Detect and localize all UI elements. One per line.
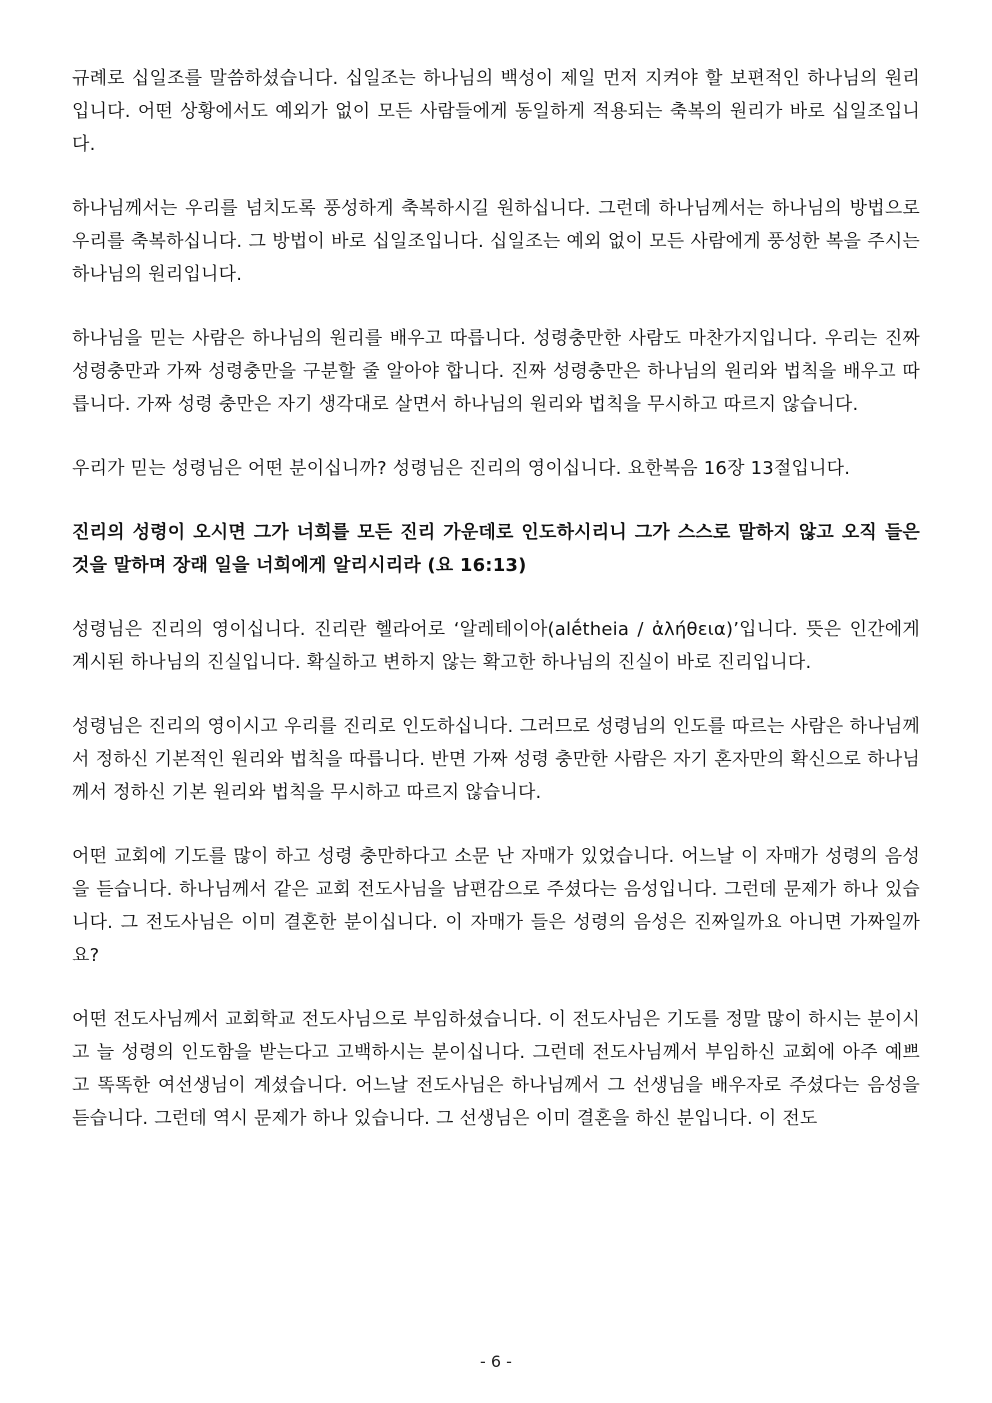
paragraph-3: 하나님을 믿는 사람은 하나님의 원리를 배우고 따릅니다. 성령충만한 사람도 마찬가지입니다. 우리는 진짜 성령충만과 가짜 성령충만을 구분할 줄 알아야 합니다. 진짜 성령충만은 하나님의 원리와 법칙을 배우고 따릅니다. 가짜 성령 충만은 자기 생각대로 살면서 하나님의 원리와 법칙을 무시하고 따르지 않습니다. — [72, 328, 920, 415]
page-number: - 6 - — [480, 1352, 512, 1371]
document-body — [72, 62, 920, 1166]
paragraph-1: 규례로 십일조를 말씀하셨습니다. 십일조는 하나님의 백성이 제일 먼저 지켜야 할 보편적인 하나님의 원리입니다. 어떤 상황에서도 예외가 없이 모든 사람들에게 동일하게 적용되는 축복의 원리가 바로 십일조입니다. — [72, 68, 920, 155]
paragraph-4: 우리가 믿는 성령님은 어떤 분이십니까? 성령님은 진리의 영이십니다. 요한복음 16장 13절입니다. — [72, 458, 851, 479]
paragraph-9: 어떤 전도사님께서 교회학교 전도사님으로 부임하셨습니다. 이 전도사님은 기도를 정말 많이 하시는 분이시고 늘 성령의 인도함을 받는다고 고백하시는 분이십니다. 그런데 전도사님께서 부임하신 교회에 아주 예쁘고 똑똑한 여선생님이 계셨습니다. 어느날 전도사님은 하나님께서 그 선생님을 배우자로 주셨다는 음성을 듣습니다. 그런데 역시 문제가 하나 있습니다. 그 선생님은 이미 결혼을 하신 분입니다. 이 전도 — [72, 1009, 920, 1129]
paragraph-2: 하나님께서는 우리를 넘치도록 풍성하게 축복하시길 원하십니다. 그런데 하나님께서는 하나님의 방법으로 우리를 축복하십니다. 그 방법이 바로 십일조입니다. 십일조는 예외 없이 모든 사람에게 풍성한 복을 주시는 하나님의 원리입니다. — [72, 198, 920, 285]
paragraph-6: 성령님은 진리의 영이십니다. 진리란 헬라어로 ‘알레테이아(alḗtheia / ἀλήθεια)’입니다. 뜻은 인간에게 계시된 하나님의 진실입니다. 확실하고 변하지 않는 확고한 하나님의 진실이 바로 진리입니다. — [72, 619, 920, 673]
paragraph-7: 성령님은 진리의 영이시고 우리를 진리로 인도하십니다. 그러므로 성령님의 인도를 따르는 사람은 하나님께서 정하신 기본적인 원리와 법칙을 따릅니다. 반면 가짜 성령 충만한 사람은 자기 혼자만의 확신으로 하나님께서 정하신 기본 원리와 법칙을 무시하고 따르지 않습니다. — [72, 716, 920, 803]
paragraph-8: 어떤 교회에 기도를 많이 하고 성령 충만하다고 소문 난 자매가 있었습니다. 어느날 이 자매가 성령의 음성을 듣습니다. 하나님께서 같은 교회 전도사님을 남편감으로 주셨다는 음성입니다. 그런데 문제가 하나 있습니다. 그 전도사님은 이미 결혼한 분이십니다. 이 자매가 들은 성령의 음성은 진짜일까요 아니면 가짜일까요? — [72, 846, 920, 966]
scripture-quote: 진리의 성령이 오시면 그가 너희를 모든 진리 가운데로 인도하시리니 그가 스스로 말하지 않고 오직 들은 것을 말하며 장래 일을 너희에게 알리시리라 (요 16:13) — [72, 522, 920, 576]
